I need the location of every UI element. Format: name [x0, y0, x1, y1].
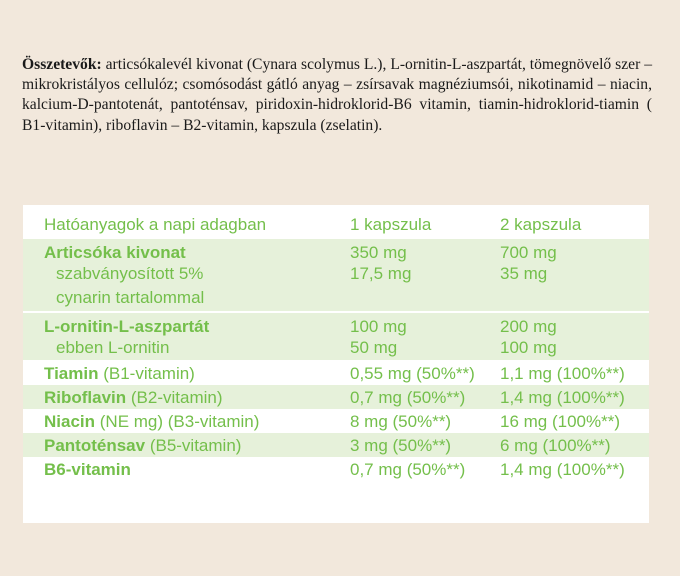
header-active-ingredients: Hatóanyagok a napi adagban	[44, 215, 267, 234]
row-name: L-ornitin-L-aszpartát	[44, 317, 210, 336]
row-name: Pantoténsav	[44, 436, 146, 455]
row-sub-two-capsules: 35 mg	[500, 264, 548, 283]
table-header-row	[23, 214, 649, 238]
table-row-niacin	[23, 409, 649, 433]
row-sub-one-capsule: 17,5 mg	[350, 264, 412, 283]
row-name-cell	[44, 435, 241, 456]
row-name-suffix: (B2-vitamin)	[126, 388, 223, 407]
ingredients-text: articsókalevél kivonat (Cynara scolymus L.), L-ornitin-L-aszpartát, tömegnövelő szer – mikrokristályos cellulóz; csomósodást gátló anyag – zsírsavak magnéziumsói, nikotinamid – niacin, kalcium-D-pantotenát, pantoténsav, piridoxin-hidroklorid-B6 vitamin, tiamin-hidroklorid-tiamin ( B1-vitamin), riboflavin – B2-vitamin, kapszula (zselatin).	[22, 56, 652, 134]
row-name: Articsóka kivonat	[44, 243, 186, 262]
row-sub-name-2: cynarin tartalommal	[56, 288, 205, 307]
row-one-capsule: 100 mg	[350, 317, 407, 336]
row-sub-name: ebben L-ornitin	[56, 338, 170, 357]
row-name: Tiamin	[44, 364, 99, 383]
table-row-pantotensav	[23, 433, 649, 457]
row-one-capsule: 0,55 mg (50%**)	[350, 364, 475, 383]
row-two-capsules: 1,4 mg (100%**)	[500, 460, 625, 479]
row-name-suffix: (B5-vitamin)	[145, 436, 242, 455]
row-one-capsule: 0,7 mg (50%**)	[350, 460, 466, 479]
row-name-suffix: (NE mg) (B3-vitamin)	[95, 412, 260, 431]
row-two-capsules: 1,1 mg (100%**)	[500, 364, 625, 383]
nutrition-table	[23, 205, 649, 523]
row-name-cell	[44, 459, 131, 480]
row-sub-name: szabványosított 5%	[56, 264, 204, 283]
row-name-cell	[44, 411, 259, 432]
table-row-l-ornitin	[23, 313, 649, 360]
row-name: B6-vitamin	[44, 460, 131, 479]
row-sub-one-capsule: 50 mg	[350, 338, 398, 357]
header-one-capsule: 1 kapszula	[350, 215, 432, 234]
row-name-cell	[44, 387, 223, 408]
ingredients-label: Összetevők:	[22, 56, 102, 73]
table-row-tiamin	[23, 361, 649, 385]
row-one-capsule: 8 mg (50%**)	[350, 412, 452, 431]
row-name-suffix: (B1-vitamin)	[98, 364, 195, 383]
row-one-capsule: 3 mg (50%**)	[350, 436, 452, 455]
table-row-riboflavin	[23, 385, 649, 409]
header-two-capsules: 2 kapszula	[500, 215, 582, 234]
row-name: Niacin	[44, 412, 96, 431]
row-sub-two-capsules: 100 mg	[500, 338, 557, 357]
table-row-b6-vitamin	[23, 457, 649, 481]
row-two-capsules: 1,4 mg (100%**)	[500, 388, 625, 407]
row-one-capsule: 0,7 mg (50%**)	[350, 388, 466, 407]
row-two-capsules: 700 mg	[500, 243, 557, 262]
table-row-articsoka	[23, 239, 649, 311]
row-name: Riboflavin	[44, 388, 127, 407]
row-two-capsules: 6 mg (100%**)	[500, 436, 611, 455]
row-two-capsules: 16 mg (100%**)	[500, 412, 621, 431]
row-one-capsule: 350 mg	[350, 243, 407, 262]
ingredients-paragraph	[22, 55, 652, 136]
row-two-capsules: 200 mg	[500, 317, 557, 336]
row-name-cell	[44, 363, 195, 384]
